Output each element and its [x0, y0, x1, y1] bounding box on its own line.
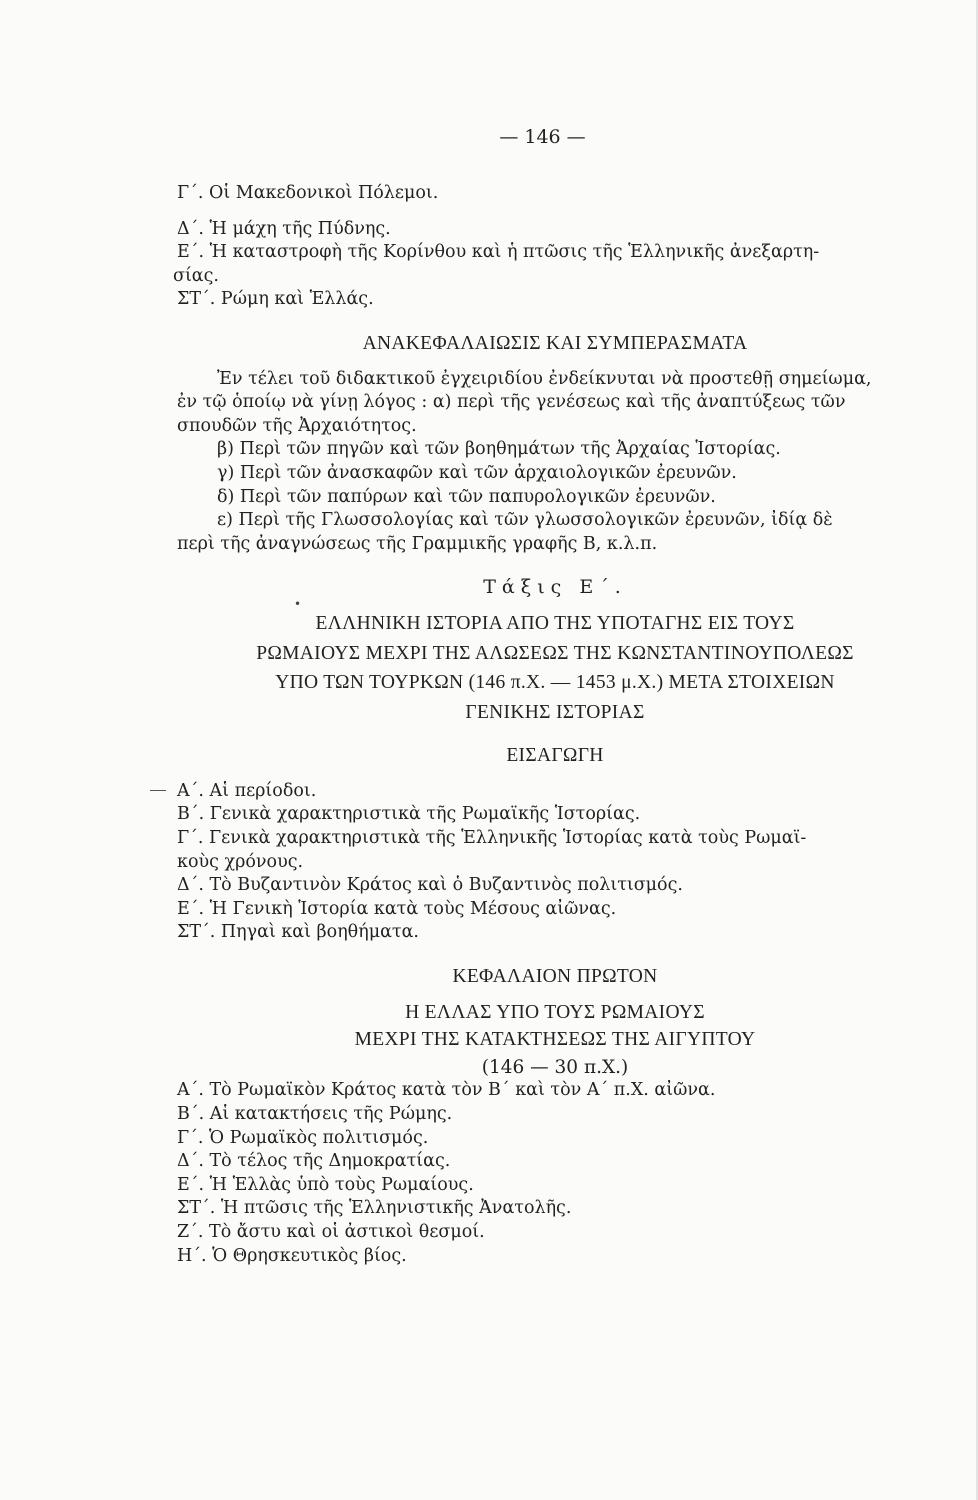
- list-item: β) Περὶ τῶν πηγῶν καὶ τῶν βοηθημάτων τῆς Ἀρχαίας Ἱστορίας.: [217, 439, 781, 460]
- list-item: Γ΄. Γενικὰ χαρακτηριστικὰ τῆς Ἑλληνικῆς Ἱστορίας κατὰ τοὺς Ρωμαϊ-: [177, 828, 807, 849]
- list-item: Δ΄. Τὸ Βυζαντινὸν Κράτος καὶ ὁ Βυζαντινὸς πολιτισμός.: [177, 875, 683, 896]
- list-item: ΣΤ΄. Πηγαὶ καὶ βοηθήματα.: [177, 922, 419, 943]
- list-item-continued: σίας.: [173, 265, 219, 286]
- list-item: Ε΄. Ἡ Ἑλλὰς ὑπὸ τοὺς Ρωμαίους.: [177, 1174, 474, 1195]
- title-line: ΓΕΝΙΚΗΣ ΙΣΤΟΡΙΑΣ: [465, 701, 645, 723]
- title-line: ΥΠΟ ΤΩΝ ΤΟΥΡΚΩΝ (146 π.Χ. — 1453 μ.Χ.) ΜΕΤΑ ΣΤΟΙΧΕΙΩΝ: [275, 672, 835, 694]
- margin-dash: [150, 790, 166, 791]
- summary-paragraph: [177, 368, 933, 557]
- list-item: Β΄. Αἱ κατακτήσεις τῆς Ρώμης.: [177, 1104, 453, 1124]
- list-item: Ε΄. Ἡ καταστροφὴ τῆς Κορίνθου καὶ ἡ πτῶσις τῆς Ἑλληνικῆς ἀνεξαρτη-: [177, 242, 820, 263]
- list-item: Δ΄. Ἡ μάχη τῆς Πύδνης.: [177, 218, 391, 239]
- list-item: δ) Περὶ τῶν παπύρων καὶ τῶν παπυρολογικῶν ἐρευνῶν.: [217, 486, 716, 507]
- introduction-heading: ΕΙΣΑΓΩΓΗ: [506, 745, 604, 767]
- list-item: Η΄. Ὁ Θρησκευτικὸς βίος.: [177, 1245, 407, 1266]
- introduction-list: [177, 780, 933, 945]
- page-number: — 146 —: [499, 126, 586, 148]
- list-item: ε) Περὶ τῆς Γλωσσολογίας καὶ τῶν γλωσσολογικῶν ἐρευνῶν, ἰδίᾳ δὲ: [217, 510, 833, 531]
- paragraph-line: ἐν τῷ ὁποίῳ νὰ γίνῃ λόγος : α) περὶ τῆς γενέσεως καὶ τῆς ἀναπτύξεως τῶν: [177, 392, 846, 413]
- list-item: Ζ΄. Τὸ ἄστυ καὶ οἱ ἀστικοὶ θεσμοί.: [177, 1221, 485, 1242]
- top-list: [173, 182, 933, 312]
- taxis-title: [177, 612, 933, 724]
- taxis-label: Τάξις Ε΄.: [483, 576, 627, 599]
- list-item: Β΄. Γενικὰ χαρακτηριστικὰ τῆς Ρωμαϊκῆς Ἱστορίας.: [177, 804, 641, 825]
- list-item: Δ΄. Τὸ τέλος τῆς Δημοκρατίας.: [177, 1151, 451, 1172]
- ink-mark: •: [294, 597, 302, 611]
- chapter-title-line: ΜΕΧΡΙ ΤΗΣ ΚΑΤΑΚΤΗΣΕΩΣ ΤΗΣ ΑΙΓΥΠΤΟΥ: [354, 1029, 756, 1051]
- summary-heading: ΑΝΑΚΕΦΑΛΑΙΩΣΙΣ ΚΑΙ ΣΥΜΠΕΡΑΣΜΑΤΑ: [362, 332, 748, 354]
- list-item: Ε΄. Ἡ Γενικὴ Ἱστορία κατὰ τοὺς Μέσους αἰῶνας.: [177, 898, 617, 919]
- list-item: γ) Περὶ τῶν ἀνασκαφῶν καὶ τῶν ἀρχαιολογικῶν ἐρευνῶν.: [217, 462, 737, 483]
- list-item: Α΄. Τὸ Ρωμαϊκὸν Κράτος κατὰ τὸν Β΄ καὶ τὸν Α΄ π.Χ. αἰῶνα.: [177, 1080, 716, 1101]
- title-line: ΕΛΛΗΝΙΚΗ ΙΣΤΟΡΙΑ ΑΠΟ ΤΗΣ ΥΠΟΤΑΓΗΣ ΕΙΣ ΤΟΥΣ: [315, 612, 795, 634]
- paragraph-line: Ἐν τέλει τοῦ διδακτικοῦ ἐγχειριδίου ἐνδείκνυται νὰ προστεθῇ σημείωμα,: [217, 368, 872, 389]
- chapter-list: [177, 1079, 933, 1268]
- title-line: ΡΩΜΑΙΟΥΣ ΜΕΧΡΙ ΤΗΣ ΑΛΩΣΕΩΣ ΤΗΣ ΚΩΝΣΤΑΝΤΙΝΟΥΠΟΛΕΩΣ: [256, 642, 854, 664]
- list-item: ΣΤ΄. Ἡ πτῶσις τῆς Ἑλληνιστικῆς Ἀνατολῆς.: [177, 1198, 572, 1219]
- paragraph-line: σπουδῶν τῆς Ἀρχαιότητος.: [177, 415, 417, 436]
- chapter-heading: ΚΕΦΑΛΑΙΟΝ ΠΡΩΤΟΝ: [452, 966, 658, 988]
- list-item: Γ΄. Ὁ Ρωμαϊκὸς πολιτισμός.: [177, 1127, 429, 1148]
- list-item: ΣΤ΄. Ρώμη καὶ Ἑλλάς.: [177, 289, 374, 310]
- list-item: Γ΄. Οἱ Μακεδονικοὶ Πόλεμοι.: [177, 183, 439, 203]
- list-item-continued: περὶ τῆς ἀναγνώσεως τῆς Γραμμικῆς γραφῆς Β, κ.λ.π.: [177, 533, 658, 554]
- page-content: [173, 182, 933, 1268]
- chapter-dates: (146 — 30 π.Χ.): [481, 1056, 629, 1078]
- list-item: Α΄. Αἱ περίοδοι.: [177, 780, 317, 801]
- list-item-continued: κοὺς χρόνους.: [177, 851, 304, 872]
- chapter-title-line: Η ΕΛΛΑΣ ΥΠΟ ΤΟΥΣ ΡΩΜΑΙΟΥΣ: [405, 1001, 705, 1023]
